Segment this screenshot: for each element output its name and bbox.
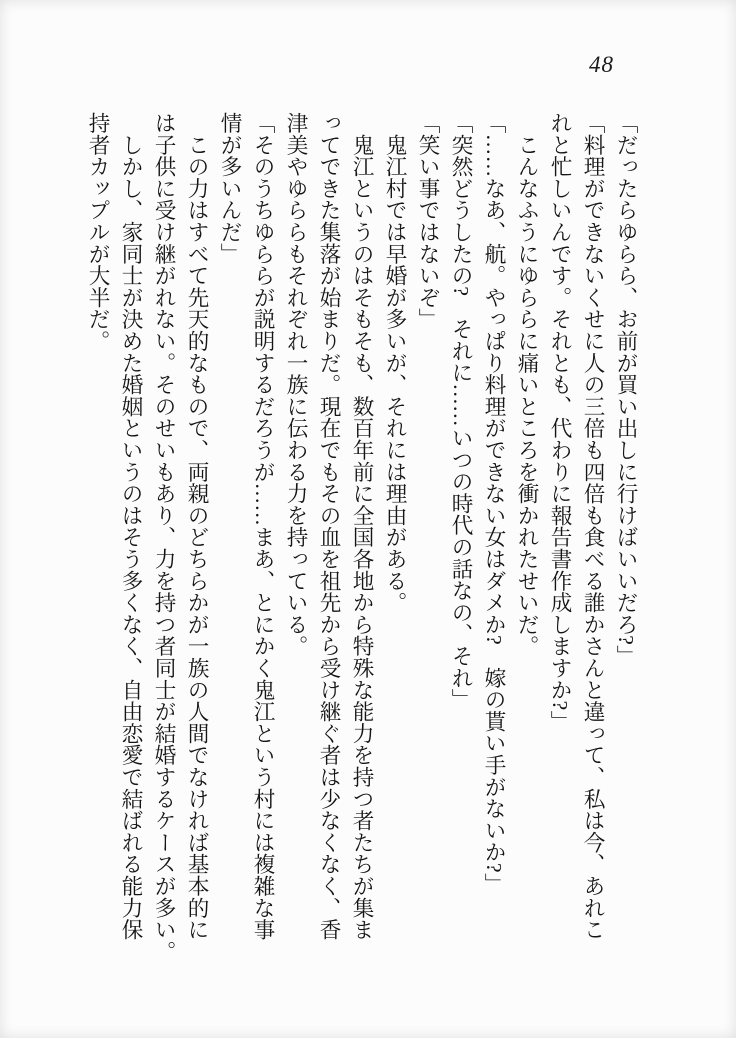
text-line: 「料理ができないくせに人の三倍も四倍も食べる誰かさんと違って、私は今、あれこ <box>581 112 605 941</box>
text-line: は子供に受け継がれない。そのせいもあり、力を持つ者同士が結婚するケースが多い。 <box>152 112 176 963</box>
text-line: 鬼江村では早婚が多いが、それには理由がある。 <box>383 112 407 614</box>
text-line: 「笑い事ではないぞ」 <box>416 112 440 330</box>
text-line: 「だったらゆらら、お前が買い出しに行けばいいだろ?」 <box>614 112 638 667</box>
text-line: 情が多いんだ」 <box>218 112 242 265</box>
text-line: 持者カップルが大半だ。 <box>86 112 110 352</box>
vertical-text-block <box>81 112 642 984</box>
text-line: ってできた集落が始まりだ。現在でもその血を祖先から受け継ぐ者は少なくなく、香 <box>317 112 341 941</box>
text-line: しかし、家同士が決めた婚姻というのはそう多くなく、自由恋愛で結ばれる能力保 <box>119 112 143 941</box>
text-line: こんなふうにゆららに痛いところを衝かれたせいだ。 <box>515 112 539 657</box>
text-line: 鬼江というのはそもそも、数百年前に全国各地から特殊な能力を持つ者たちが集ま <box>350 112 374 941</box>
text-line: れと忙しいんです。それとも、代わりに報告書作成しますか?」 <box>548 112 572 733</box>
text-line: この力はすべて先天的なもので、両親のどちらかが一族の人間でなければ基本的に <box>185 112 209 941</box>
text-line: 「……なあ、航。やっぱり料理ができない女はダメか? 嫁の貰い手がないか?」 <box>482 112 506 895</box>
text-line: 「突然どうしたの? それに……いつの時代の話なの、それ」 <box>449 112 473 711</box>
page-number: 48 <box>589 52 614 77</box>
text-line: 津美やゆららもそれぞれ一族に伝わる力を持っている。 <box>284 112 308 657</box>
text-line: 「そのうちゆららが説明するだろうが……まあ、とにかく鬼江という村には複雑な事 <box>251 112 275 941</box>
